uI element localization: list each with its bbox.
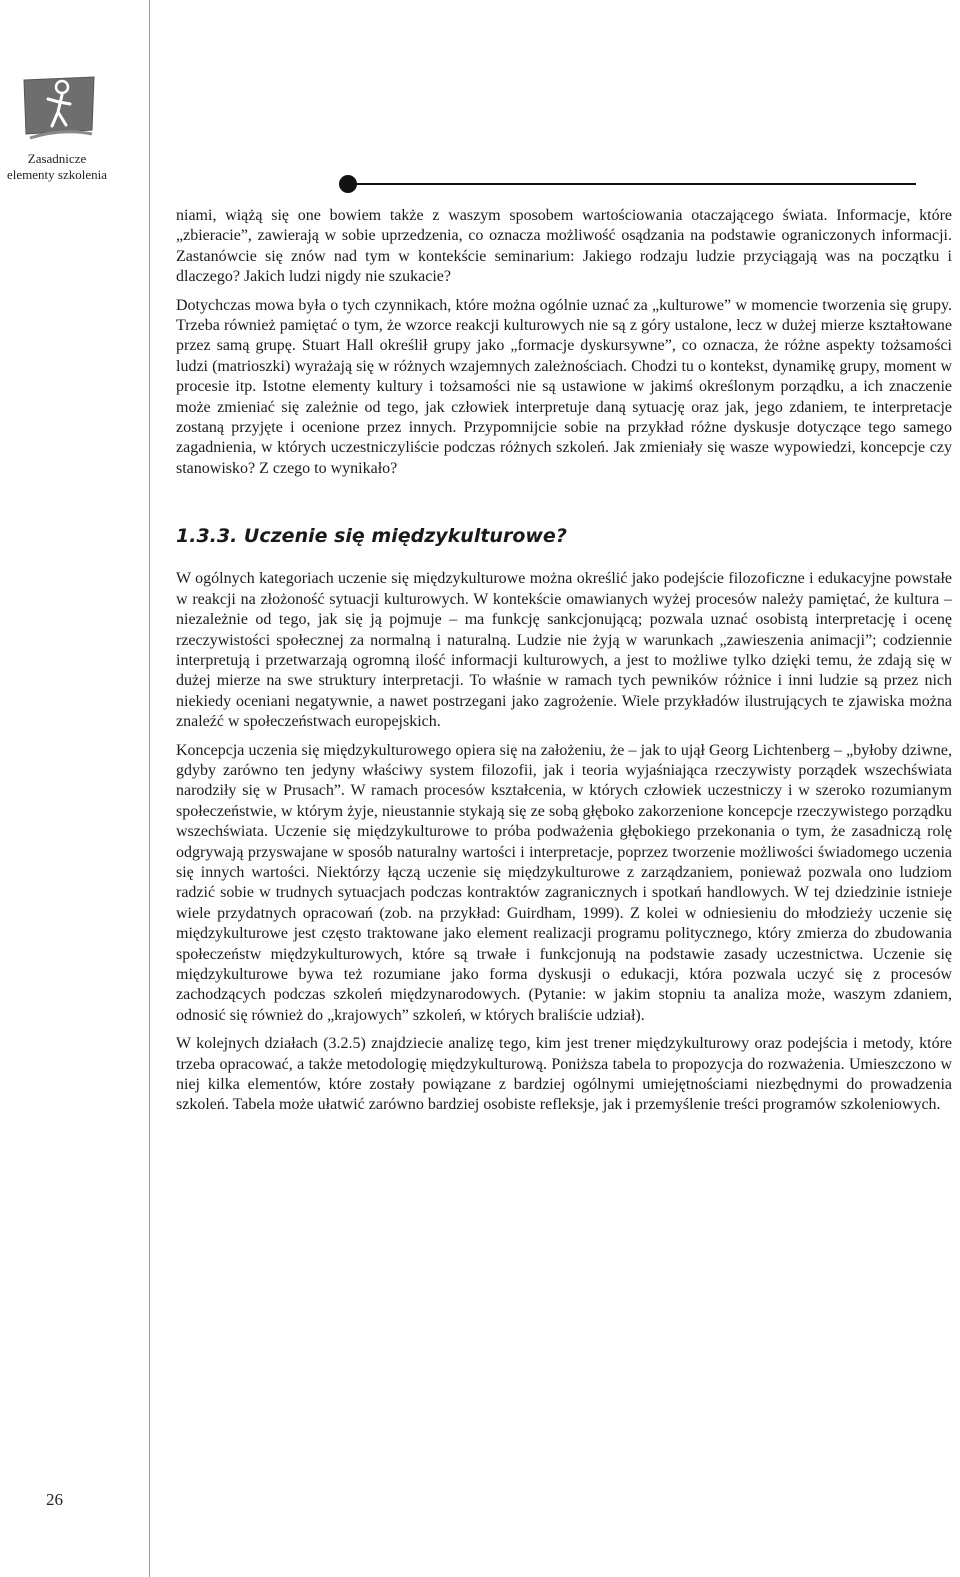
- body-paragraph: W ogólnych kategoriach uczenie się międzykulturowe można określić jako podejście filozoficzne i edukacyjne powstałe w reakcji na złożoność sytuacji kulturowych. W kontekście omawianych wyżej procesów należy pamiętać, że kultura – niezależnie od tego, jak się ją pojmuje – ma funkcję sankcjonującą; pozwala uznać osobistą interpretację i ocenę rzeczywistości społecznej za normalną i naturalną. Ludzie nie żyją w warunkach „zawieszenia animacji”; codziennie interpretują i przetwarzają ogromną ilość informacji kulturowych, a jest to możliwe tylko dzięki temu, że zdają się w dużej mierze na swe struktury interpretacji. To właśnie w ramach tych pewników różnice i inni ludzie są przez nich niekiedy oceniani negatywnie, a nawet postrzegani jako zagrożenie. Wiele przykładów ilustrujących te zjawiska można znaleźć w społeczeństwach europejskich.: [176, 570, 952, 731]
- main-content: [176, 206, 952, 1124]
- person-figure-logo-icon: [22, 76, 96, 140]
- body-paragraph: W kolejnych działach (3.2.5) znajdziecie analizę tego, kim jest trener międzykulturowy oraz podejścia i metody, które trzeba opracować, a także metodologię międzykulturową. Poniższa tabela to propozycja do rozważenia. Umieszczono w niej kilka elementów, które zostały powiązane z bardziej ogólnymi umiejętnościami niezbędnymi do prowadzenia szkoleń. Tabela może ułatwić zarówno bardziej osobiste refleksje, jak i przemyślenie treści programów szkoleniowych.: [176, 1035, 952, 1114]
- page-number: 26: [46, 1490, 63, 1509]
- section-label-line2: elementy szkolenia: [7, 167, 107, 182]
- body-paragraph: Koncepcja uczenia się międzykulturowego opiera się na założeniu, że – jak to ujął Georg Lichtenberg – „byłoby dziwne, gdyby zarówno ten jedyny właściwy system filozofii, jak i teoria wyjaśniająca rzeczywisty porządek wszechświata narodziły się w Prusach”. W ramach procesów kształcenia, w których człowiek uczestniczy i w szeroko rozumianym społeczeństwie, w którym żyje, nieustannie stykają się ze sobą głęboko zakorzenione koncepcje rzeczywistego porządku wszechświata. Uczenie się międzykulturowe to próba podważenia głębokiego przekonania o tym, że zasadniczą rolę odgrywają przyswajane w sposób naturalny wartości i interpretacje, poprzez tworzenie możliwości świadomego uczenia się innych wartości. Niektórzy łączą uczenie się międzykulturowe z zarządzaniem, ponieważ pozwala ono ludziom radzić sobie w trudnych sytuacjach podczas kontraktów zagranicznych i spotkań handlowych. W tej dziedzinie istnieje wiele przydatnych opracowań (zob. na przykład: Guirdham, 1999). Z kolei w odniesieniu do młodzieży uczenie się międzykulturowe jest często traktowane jako element realizacji programu politycznego, który zmierza do zbudowania społeczeństw międzykulturowych, które są trwałe i funkcjonują na podstawie zasady uczestnictwa. Uczenie się międzykulturowe bywa też rozumiane jako forma dyskusji o edukacji, która pozwala uczyć się z procesów zachodzących podczas szkoleń międzynarodowych. (Pytanie: w jakim stopniu ta analiza może, waszym zdaniem, odnosić się również do „krajowych” szkoleń, w których braliście udział).: [176, 741, 952, 1024]
- body-paragraph: niami, wiążą się one bowiem także z waszym sposobem wartościowania otaczającego świata. Informacje, które „zbieracie”, zawierają w sobie uprzedzenia, co oznacza możliwość osądzania na podstawie ograniczonych informacji. Zastanówcie się znów nad tym w kontekście seminarium: Jakiego rodzaju ludzie przyciągają was na początku i dlaczego? Jakich ludzi nigdy nie szukacie?: [176, 207, 952, 286]
- section-heading: 1.3.3. Uczenie się międzykulturowe?: [176, 525, 567, 548]
- body-paragraph: Dotychczas mowa była o tych czynnikach, które można ogólnie uznać za „kulturowe” w momencie tworzenia się grupy. Trzeba również pamiętać o tym, że wzorce reakcji kulturowych nie są z góry ustalone, lecz w dużej mierze kształtowane przez samą grupę. Stuart Hall określił grupy jako „formacje dyskursywne”, co oznacza, że różne aspekty tożsamości ludzi (matrioszki) wyrażają się w różnych wzajemnych zależnościach. Chodzi tu o kontekst, dynamikę grupy, moment w procesie itp. Istotne elementy kultury i tożsamości nie są ustawione w jakimś określonym porządku, a ich znaczenie może zmieniać się zależnie od tego, jak człowiek interpretuje daną sytuację oraz jak, jego zdaniem, te interpretacje zostaną przyjęte i ocenione przez innych. Przypomnijcie sobie na przykład różne dyskusje dotyczące tego samego zagadnienia, w których uczestniczyliście podczas różnych szkoleń. Jak zmieniały się wasze wypowiedzi, koncepcje czy stanowisko? Z czego to wynikało?: [176, 296, 952, 477]
- section-label: [0, 151, 114, 183]
- sidebar-divider: [149, 0, 150, 1577]
- header-rule: [338, 174, 916, 194]
- section-label-line1: Zasadnicze: [27, 151, 87, 166]
